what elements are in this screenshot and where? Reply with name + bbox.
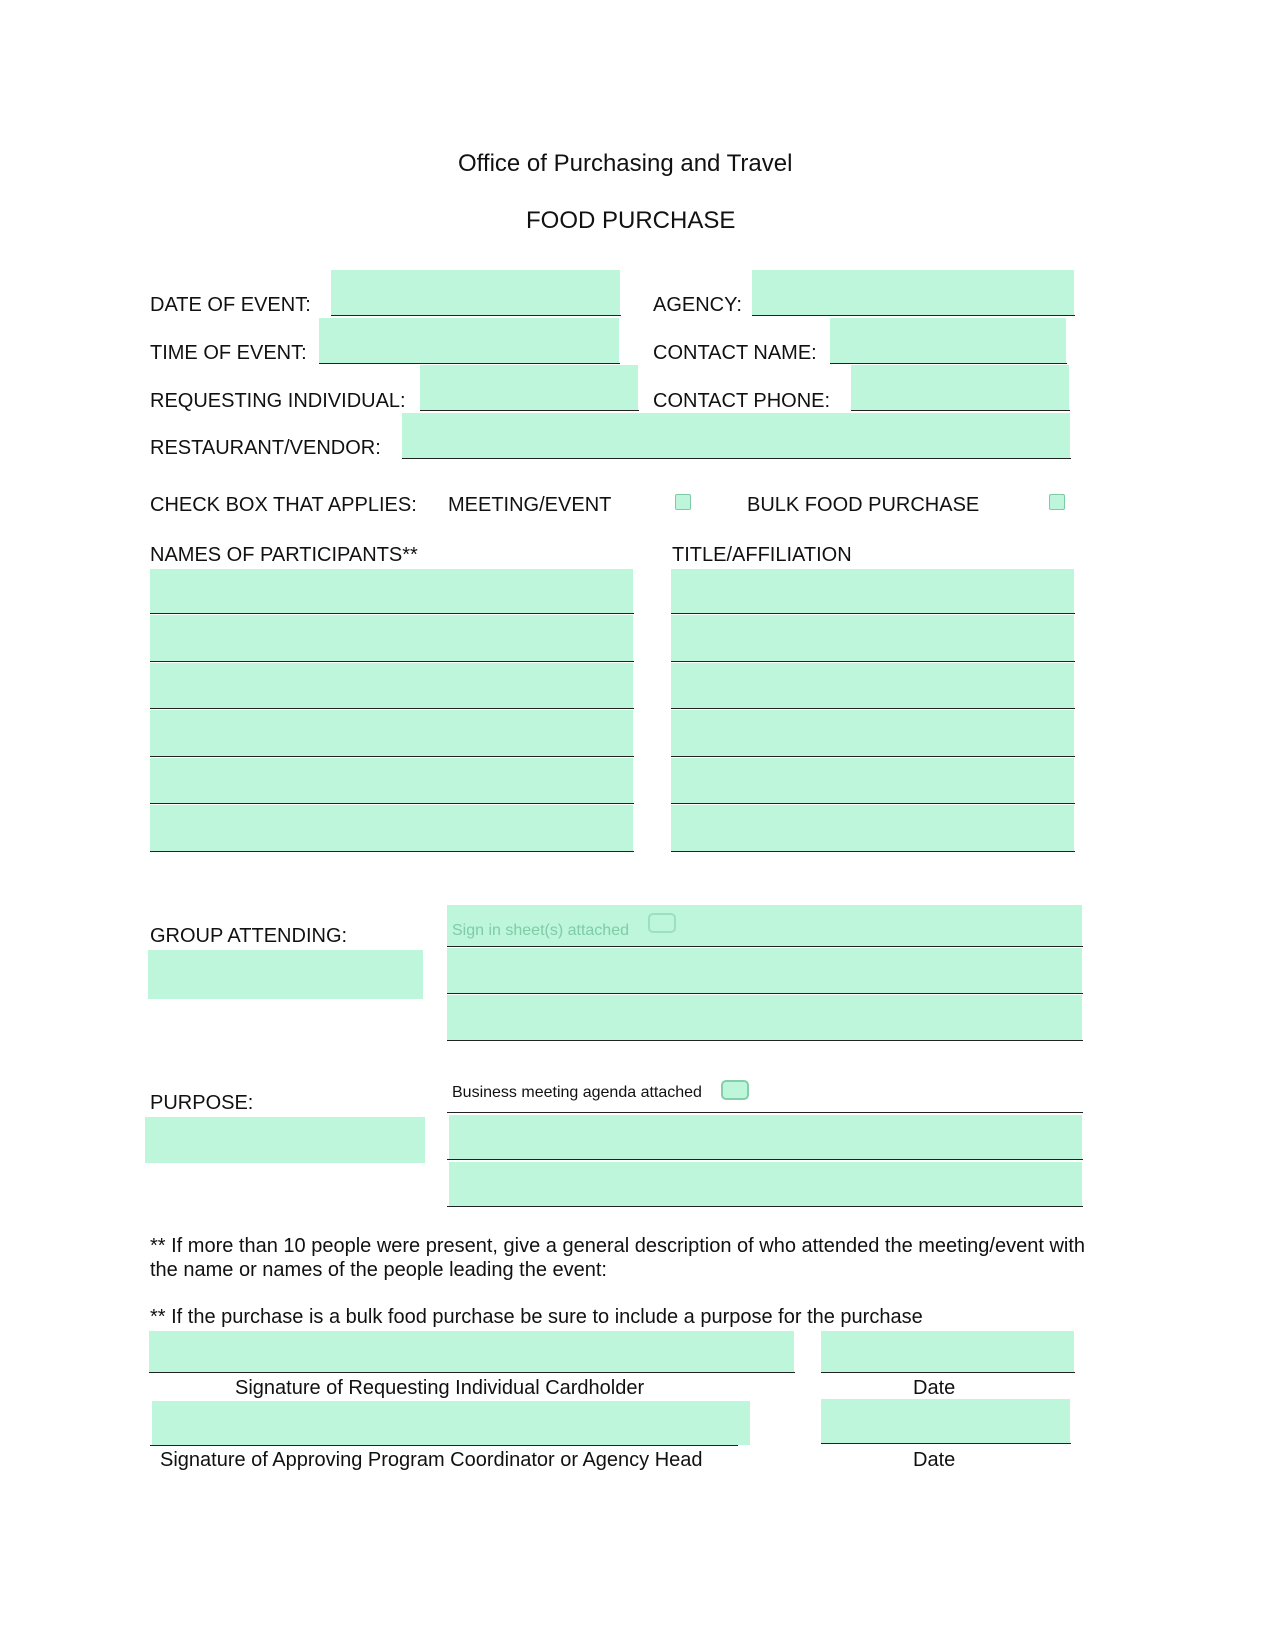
contact-phone-field[interactable] <box>851 365 1069 410</box>
restaurant-vendor-line <box>402 458 1071 459</box>
meeting-event-label: MEETING/EVENT <box>448 494 612 516</box>
agency-field[interactable] <box>752 270 1074 315</box>
participant-name-field-4[interactable] <box>150 710 633 756</box>
group-attending-line-3 <box>447 1040 1083 1041</box>
purpose-line-1 <box>447 1112 1083 1113</box>
agency-line <box>752 315 1075 316</box>
purpose-line-2 <box>447 1159 1083 1160</box>
agenda-attached-label: Business meeting agenda attached <box>452 1084 702 1101</box>
group-attending-field[interactable] <box>148 950 423 999</box>
requesting-date-label: Date <box>913 1377 956 1399</box>
requesting-individual-line <box>420 410 639 411</box>
agenda-attached-checkbox[interactable] <box>721 1080 749 1100</box>
requesting-individual-label: REQUESTING INDIVIDUAL: <box>150 390 406 412</box>
requesting-signature-field[interactable] <box>149 1331 794 1372</box>
participant-title-line-3 <box>671 708 1075 709</box>
restaurant-vendor-field[interactable] <box>402 413 1070 458</box>
purpose-field[interactable] <box>145 1117 425 1163</box>
approving-date-label: Date <box>913 1449 956 1471</box>
form-title: FOOD PURCHASE <box>526 207 736 234</box>
requesting-signature-label: Signature of Requesting Individual Cardholder <box>235 1377 645 1399</box>
approving-signature-label: Signature of Approving Program Coordinator or Agency Head <box>160 1449 703 1471</box>
check-box-label: CHECK BOX THAT APPLIES: <box>150 494 417 516</box>
participant-name-field-3[interactable] <box>150 663 633 708</box>
note-bulk-food: ** If the purchase is a bulk food purchase be sure to include a purpose for the purchase <box>150 1306 923 1328</box>
office-title: Office of Purchasing and Travel <box>458 150 793 177</box>
participant-name-field-2[interactable] <box>150 615 633 661</box>
participant-name-line-4 <box>150 756 634 757</box>
requesting-date-line <box>821 1372 1075 1373</box>
participant-title-line-1 <box>671 613 1075 614</box>
participant-title-field-1[interactable] <box>671 569 1074 613</box>
contact-phone-line <box>851 410 1070 411</box>
group-attending-line-1 <box>447 946 1083 947</box>
group-attending-line-field-2[interactable] <box>447 948 1082 993</box>
participant-title-field-4[interactable] <box>671 710 1074 756</box>
approving-date-field[interactable] <box>821 1399 1070 1443</box>
participant-title-line-2 <box>671 661 1075 662</box>
participant-name-line-1 <box>150 613 634 614</box>
participant-title-field-3[interactable] <box>671 663 1074 708</box>
date-of-event-label: DATE OF EVENT: <box>150 294 311 316</box>
date-of-event-line <box>331 315 621 316</box>
purpose-line-field-2[interactable] <box>449 1115 1082 1159</box>
participant-title-line-5 <box>671 803 1075 804</box>
purpose-label: PURPOSE: <box>150 1092 254 1114</box>
contact-name-field[interactable] <box>830 318 1066 363</box>
participant-name-field-1[interactable] <box>150 569 633 613</box>
approving-signature-field[interactable] <box>152 1401 750 1445</box>
participant-title-field-6[interactable] <box>671 805 1074 851</box>
title-affiliation-header: TITLE/AFFILIATION <box>672 544 852 566</box>
contact-phone-label: CONTACT PHONE: <box>653 390 831 412</box>
participant-title-line-6 <box>671 851 1075 852</box>
purpose-line-field-3[interactable] <box>449 1162 1082 1206</box>
sign-in-sheet-placeholder: Sign in sheet(s) attached <box>452 922 629 939</box>
requesting-individual-field[interactable] <box>420 365 638 410</box>
contact-name-line <box>830 363 1067 364</box>
participant-name-field-6[interactable] <box>150 805 633 851</box>
meeting-event-checkbox[interactable] <box>675 494 691 510</box>
contact-name-label: CONTACT NAME: <box>653 342 817 364</box>
participant-title-line-4 <box>671 756 1075 757</box>
requesting-date-field[interactable] <box>821 1331 1074 1372</box>
purpose-line-3 <box>447 1206 1083 1207</box>
participant-name-field-5[interactable] <box>150 758 633 803</box>
agency-label: AGENCY: <box>653 294 742 316</box>
time-of-event-field[interactable] <box>319 318 619 363</box>
participant-title-field-2[interactable] <box>671 615 1074 661</box>
time-of-event-line <box>319 363 620 364</box>
date-of-event-field[interactable] <box>331 270 620 315</box>
bulk-food-purchase-checkbox[interactable] <box>1049 494 1065 510</box>
participant-name-line-2 <box>150 661 634 662</box>
note-more-than-10-line-1: ** If more than 10 people were present, give a general description of who attended the meeting/event with <box>150 1235 1086 1257</box>
requesting-signature-line <box>149 1372 795 1373</box>
restaurant-vendor-label: RESTAURANT/VENDOR: <box>150 437 381 459</box>
group-attending-line-field-3[interactable] <box>447 995 1082 1040</box>
names-of-participants-header: NAMES OF PARTICIPANTS** <box>150 544 418 566</box>
participant-name-line-5 <box>150 803 634 804</box>
approving-signature-line <box>150 1445 738 1446</box>
participant-name-line-3 <box>150 708 634 709</box>
note-more-than-10-line-2: the name or names of the people leading the event: <box>150 1259 607 1281</box>
sign-in-sheet-checkbox[interactable] <box>648 913 676 933</box>
participant-name-line-6 <box>150 851 634 852</box>
time-of-event-label: TIME OF EVENT: <box>150 342 307 364</box>
group-attending-label: GROUP ATTENDING: <box>150 925 348 947</box>
approving-date-line <box>821 1443 1071 1444</box>
participant-title-field-5[interactable] <box>671 758 1074 803</box>
bulk-food-purchase-label: BULK FOOD PURCHASE <box>747 494 980 516</box>
group-attending-line-2 <box>447 993 1083 994</box>
